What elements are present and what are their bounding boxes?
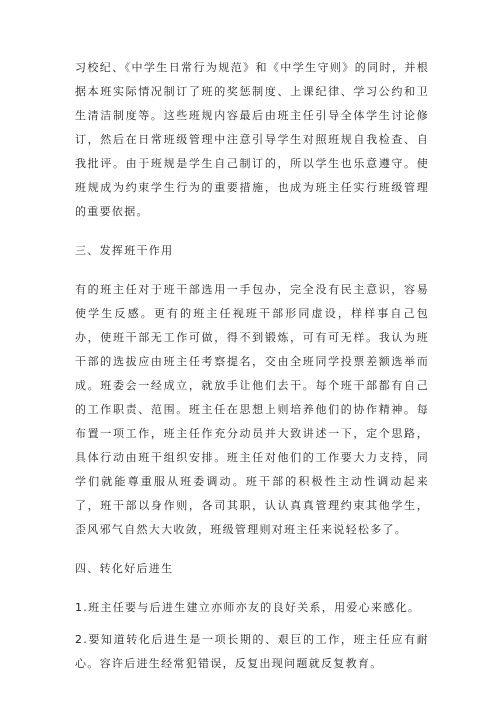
spacer — [75, 620, 429, 628]
section-4-item-2: 2.要知道转化后进生是一项长期的、艰巨的工作，班主任应有耐心。容许后进生经常犯错误，反复出现问题就反复教育。 — [75, 633, 429, 670]
document-body — [75, 56, 429, 676]
section-3-heading: 三、发挥班干作用 — [75, 244, 174, 257]
section-4-heading: 四、转化好后进生 — [75, 562, 174, 575]
intro-paragraph: 习校纪、《中学生日常行为规范》和《中学生守则》的同时，并根据本班实际情况制订了班的奖惩制度、上课纪律、学习公约和卫生清洁制度等。这些班规内容最后由班主任引导全体学生讨论修订，然后在日常班级管理中注意引导学生对照班规自我检查、自我批评。由于班规是学生自己制订的，所以学生也乐意遵守。使班规成为约束学生行为的重要措施，也成为班主任实行班级管理的重要依据。 — [75, 61, 429, 218]
section-4-item-1: 1.班主任要与后进生建立亦师亦友的良好关系，用爱心来感化。 — [75, 601, 421, 614]
section-3-paragraph: 有的班主任对于班干部选用一手包办，完全没有民主意识，容易使学生反感。更有的班主任视班干部形同虚设，样样事自己包办，使班干部无工作可做，得不到锻炼，可有可无样。我认为班干部的选拔应由班主任考察提名，交由全班同学投票差额选举而成。班委会一经成立，就放手让他们去干。每个班干部都有自己的工作职责、范围。班主任在思想上则培养他们的协作精神。每布置一项工作，班主任作充分动员并大致讲述一下，定个思路，具体行动由班干组织安排。班主任对他们的工作要大力支持，同学们就能尊重服从班委调动。班干部的积极性主动性调动起来了，班干部以身作则，各司其职，认认真真管理约束其他学生，歪风邪气自然大大收敛，班级管理则对班主任来说轻松多了。 — [75, 283, 429, 536]
